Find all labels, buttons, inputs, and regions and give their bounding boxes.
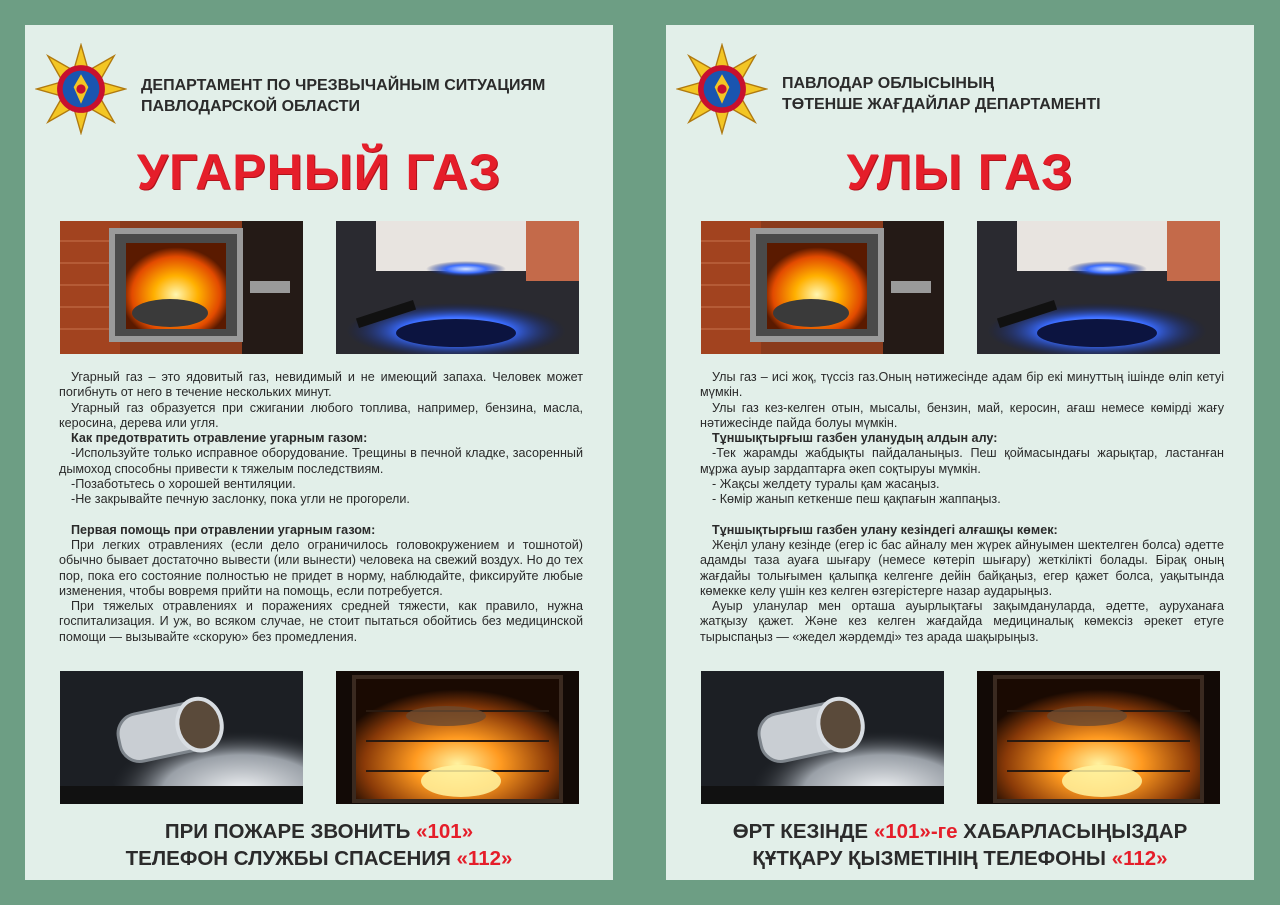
gas-burner-photo (336, 221, 579, 354)
fire-number: «101» (416, 820, 474, 843)
paragraph: Угарный газ образуется при сжигании любого топлива, например, бензина, масла, керосина, дерева или угля. (59, 400, 583, 430)
prevention-item: -Тек жарамды жабдықты пайдаланыңыз. Пеш қоймасындағы жарықтар, ластанған мұржа ауыр зардаптарға әкеп соқтыруы мүмкін. (700, 446, 1224, 476)
poster-russian (25, 25, 613, 880)
firstaid-heading: Первая помощь при отравлении угарным газом: (71, 522, 376, 537)
oven-fire-photo (977, 671, 1220, 804)
firstaid-paragraph: Ауыр уланулар мен орташа ауырлықтағы зақымдануларда, әдетте, ауруханаға жатқызу қажет. Және кез келген жағдайда медициналық көмексіз әрекет етуге тырыспаңыз — «жедел жәрдемді» тез арада шақырыңыз. (700, 599, 1224, 644)
footer-line-fire: ӨРТ КЕЗІНДЕ «101»-ге ХАБАРЛАСЫҢЫЗДАР (732, 820, 1188, 843)
prevention-item: - Жақсы желдету туралы қам жасаңыз. (712, 477, 940, 492)
department-name: ПАВЛОДАР ОБЛЫСЫНЫҢ ТӨТЕНШЕ ЖАҒДАЙЛАР ДЕПАРТАМЕНТІ (782, 75, 1101, 113)
gas-burner-photo (977, 221, 1220, 354)
exhaust-smoke-photo (60, 671, 303, 804)
firstaid-paragraph: При легких отравлениях (если дело ограничилось головокружением и тошнотой) обычно бывает достаточно вывести (или вынести) человека на свежий воздух. Но до тех пор, пока его состояние полностью не придет в норму, наблюдайте, фиксируйте любые изменения, чтобы вовремя прийти на помощь, если потребуется. (59, 537, 583, 598)
firstaid-paragraph: Жеңіл улану кезінде (егер іс бас айналу мен жүрек айнуымен шектелген болса) әдетте адамды таза ауаға шығару (немесе көтеріп шығару) жеткілікті болады. Бірақ оның жағдайы толығымен қалыпқа келгенге дейін байқаңыз, егер қажет болса, уақытында көмекке келу үшін кез келген өзгерістерге назар аударыңыз. (700, 537, 1224, 598)
department-name: ДЕПАРТАМЕНТ ПО ЧРЕЗВЫЧАЙНЫМ СИТУАЦИЯМ ПАВЛОДАРСКОЙ ОБЛАСТИ (141, 77, 546, 115)
firstaid-heading: Тұншықтырғыш газбен улану кезіндегі алғашқы көмек: (712, 522, 1058, 537)
exhaust-smoke-photo (701, 671, 944, 804)
rescue-number: «112» (1111, 847, 1168, 870)
oven-fire-photo (336, 671, 579, 804)
prevention-heading: Тұншықтырғыш газбен уланудың алдын алу: (712, 431, 998, 446)
stove-fire-photo (701, 221, 944, 354)
footer-line-fire: ПРИ ПОЖАРЕ ЗВОНИТЬ «101» (164, 820, 474, 843)
poster-title: УГАРНЫЙ ГАЗ (136, 144, 502, 200)
footer-line-rescue: ТЕЛЕФОН СЛУЖБЫ СПАСЕНИЯ «112» (125, 847, 513, 870)
body-text (700, 370, 1224, 645)
paragraph: Улы газ – исі жоқ, түссіз газ.Оның нәтижесінде адам бір екі минуттың ішінде өліп кетуі мүмкін. (700, 370, 1224, 400)
rescue-number: «112» (456, 847, 513, 870)
emergency-footer (666, 818, 1254, 872)
prevention-item: - Көмір жанып кеткенше пеш қақпағын жаппаңыз. (712, 492, 1001, 507)
body-text (59, 370, 583, 645)
emergency-emblem-icon (676, 43, 768, 135)
poster-title: УЛЫ ГАЗ (846, 144, 1074, 200)
footer-line-rescue: ҚҰТҚАРУ ҚЫЗМЕТІНІҢ ТЕЛЕФОНЫ «112» (752, 847, 1168, 870)
prevention-item: -Не закрывайте печную заслонку, пока угли не прогорели. (71, 492, 410, 507)
poster-kazakh (666, 25, 1254, 880)
stove-fire-photo (60, 221, 303, 354)
paragraph: Угарный газ – это ядовитый газ, невидимый и не имеющий запаха. Человек может погибнуть от него в течение нескольких минут. (59, 370, 583, 400)
paragraph: Улы газ кез-келген отын, мысалы, бензин, май, керосин, ағаш немесе көмірді жағу нәтижесінде пайда болуы мүмкін. (700, 400, 1224, 430)
emergency-emblem-icon (35, 43, 127, 135)
prevention-item: -Используйте только исправное оборудование. Трещины в печной кладке, засоренный дымоход способны привести к тяжелым последствиям. (59, 446, 583, 476)
emergency-footer (25, 818, 613, 872)
prevention-heading: Как предотвратить отравление угарным газом: (71, 431, 368, 446)
fire-number: «101»-ге (873, 820, 958, 843)
firstaid-paragraph: При тяжелых отравлениях и поражениях средней тяжести, как правило, нужна госпитализация. И уж, во всяком случае, не стоит пытаться обойтись без медицинской помощи — вызывайте «скорую» без промедления. (59, 599, 583, 644)
prevention-item: -Позаботьтесь о хорошей вентиляции. (71, 477, 296, 492)
